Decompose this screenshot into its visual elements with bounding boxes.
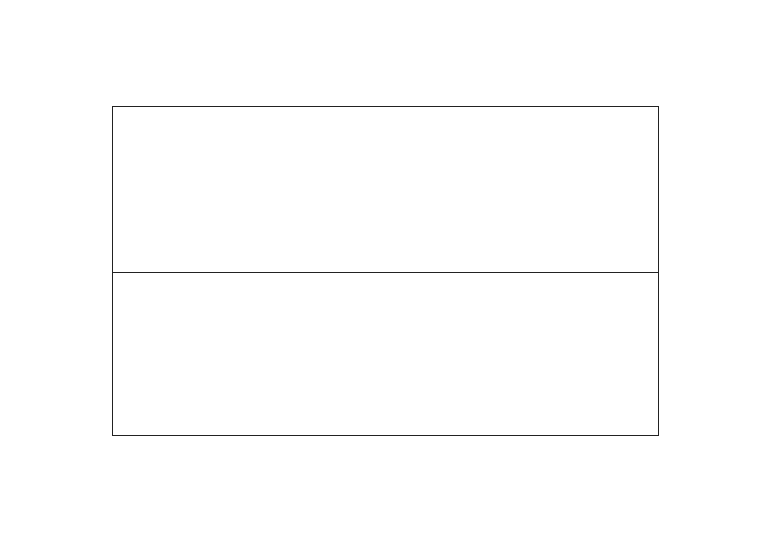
canvas-top-row <box>113 107 658 273</box>
canvas-bottom-row <box>113 272 658 436</box>
business-canvas <box>112 106 659 436</box>
